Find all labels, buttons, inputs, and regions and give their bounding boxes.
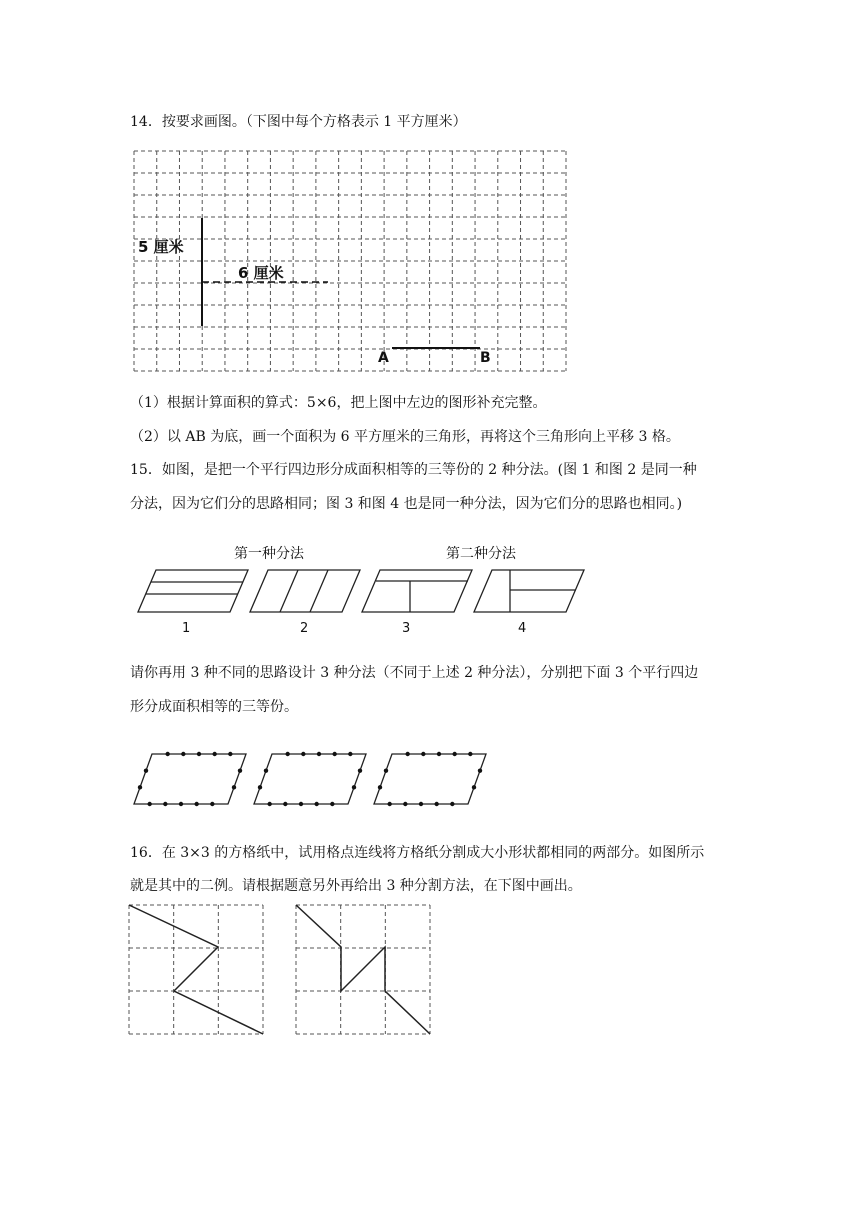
parallelogram-1 [138, 570, 248, 612]
q14-part2: （2）以 AB 为底，画一个面积为 6 平方厘米的三角形，再将这个三角形向上平移 3 格。 [130, 429, 680, 445]
label-width: 6 厘米 [238, 264, 284, 282]
fig-number-1: 1 [182, 621, 191, 636]
q14-part1: （1）根据计算面积的算式：5×6，把上图中左边的图形补充完整。 [130, 395, 547, 411]
q16-example-grid-2 [295, 904, 435, 1038]
dot [238, 768, 242, 772]
dot [144, 768, 148, 772]
cut-path-1 [129, 905, 263, 1034]
dot [314, 802, 318, 806]
q16-line2: 就是其中的二例。请根据题意另外再给出 3 种分割方法，在下图中画出。 [130, 878, 582, 894]
dot [194, 802, 198, 806]
dot [301, 752, 305, 756]
dot [232, 785, 236, 789]
dot [387, 802, 391, 806]
dot [210, 802, 214, 806]
dot [384, 768, 388, 772]
parallelogram-2 [250, 570, 360, 612]
dot [283, 802, 287, 806]
q14-title: 14．按要求画图。（下图中每个方格表示 1 平方厘米） [130, 114, 467, 130]
dot [197, 752, 201, 756]
dot [403, 802, 407, 806]
dot [358, 768, 362, 772]
dot [434, 802, 438, 806]
dot [163, 802, 167, 806]
dot [181, 752, 185, 756]
cut-path-2 [296, 905, 430, 1034]
parallelogram-4 [474, 570, 584, 612]
fig-number-4: 4 [518, 621, 527, 636]
parallelogram-3 [362, 570, 472, 612]
dot [212, 752, 216, 756]
dot [285, 752, 289, 756]
dot [228, 752, 232, 756]
q15-line2: 分法，因为它们分的思路相同；图 3 和图 4 也是同一种分法，因为它们分的思路也相同。) [130, 496, 683, 512]
fig2-divider-left [280, 570, 298, 612]
dot [267, 802, 271, 806]
dot [179, 802, 183, 806]
blank-parallelogram-2 [254, 754, 366, 804]
dot [352, 785, 356, 789]
fig-number-3: 3 [402, 621, 411, 636]
dot [472, 785, 476, 789]
dot [468, 752, 472, 756]
dot [317, 752, 321, 756]
dot [330, 802, 334, 806]
method2-title: 第二种分法 [446, 546, 516, 562]
q15-example-figures [130, 538, 600, 638]
dot [419, 802, 423, 806]
blank-parallelogram-1 [134, 754, 246, 804]
q14-grid-figure [130, 148, 570, 374]
dot [258, 785, 262, 789]
dot [450, 802, 454, 806]
dot [452, 752, 456, 756]
q15-line1: 15．如图，是把一个平行四边形分成面积相等的三等份的 2 种分法。(图 1 和图 2 是同一种 [130, 462, 697, 478]
q15-task-line1: 请你再用 3 种不同的思路设计 3 种分法（不同于上述 2 种分法），分别把下面 3 个平行四边 [130, 665, 699, 681]
q15-blank-figures [130, 748, 500, 812]
dot [437, 752, 441, 756]
q16-line1: 16．在 3×3 的方格纸中，试用格点连线将方格纸分割成大小形状都相同的两部分。如图所示 [130, 845, 705, 861]
dot [378, 785, 382, 789]
dot [332, 752, 336, 756]
fig-number-2: 2 [300, 621, 309, 636]
dot [165, 752, 169, 756]
dot [264, 768, 268, 772]
blank-parallelogram-3 [374, 754, 486, 804]
method1-title: 第一种分法 [234, 546, 304, 562]
dot [138, 785, 142, 789]
dot [405, 752, 409, 756]
dot [478, 768, 482, 772]
q16-example-grid-1 [128, 904, 268, 1038]
dot [348, 752, 352, 756]
q15-task-line2: 形分成面积相等的三等份。 [130, 699, 298, 715]
dot [299, 802, 303, 806]
label-b: B [480, 350, 491, 366]
label-a: A [378, 350, 389, 366]
fig2-divider-right [310, 570, 328, 612]
label-height: 5 厘米 [138, 238, 184, 256]
dot [421, 752, 425, 756]
dot [147, 802, 151, 806]
